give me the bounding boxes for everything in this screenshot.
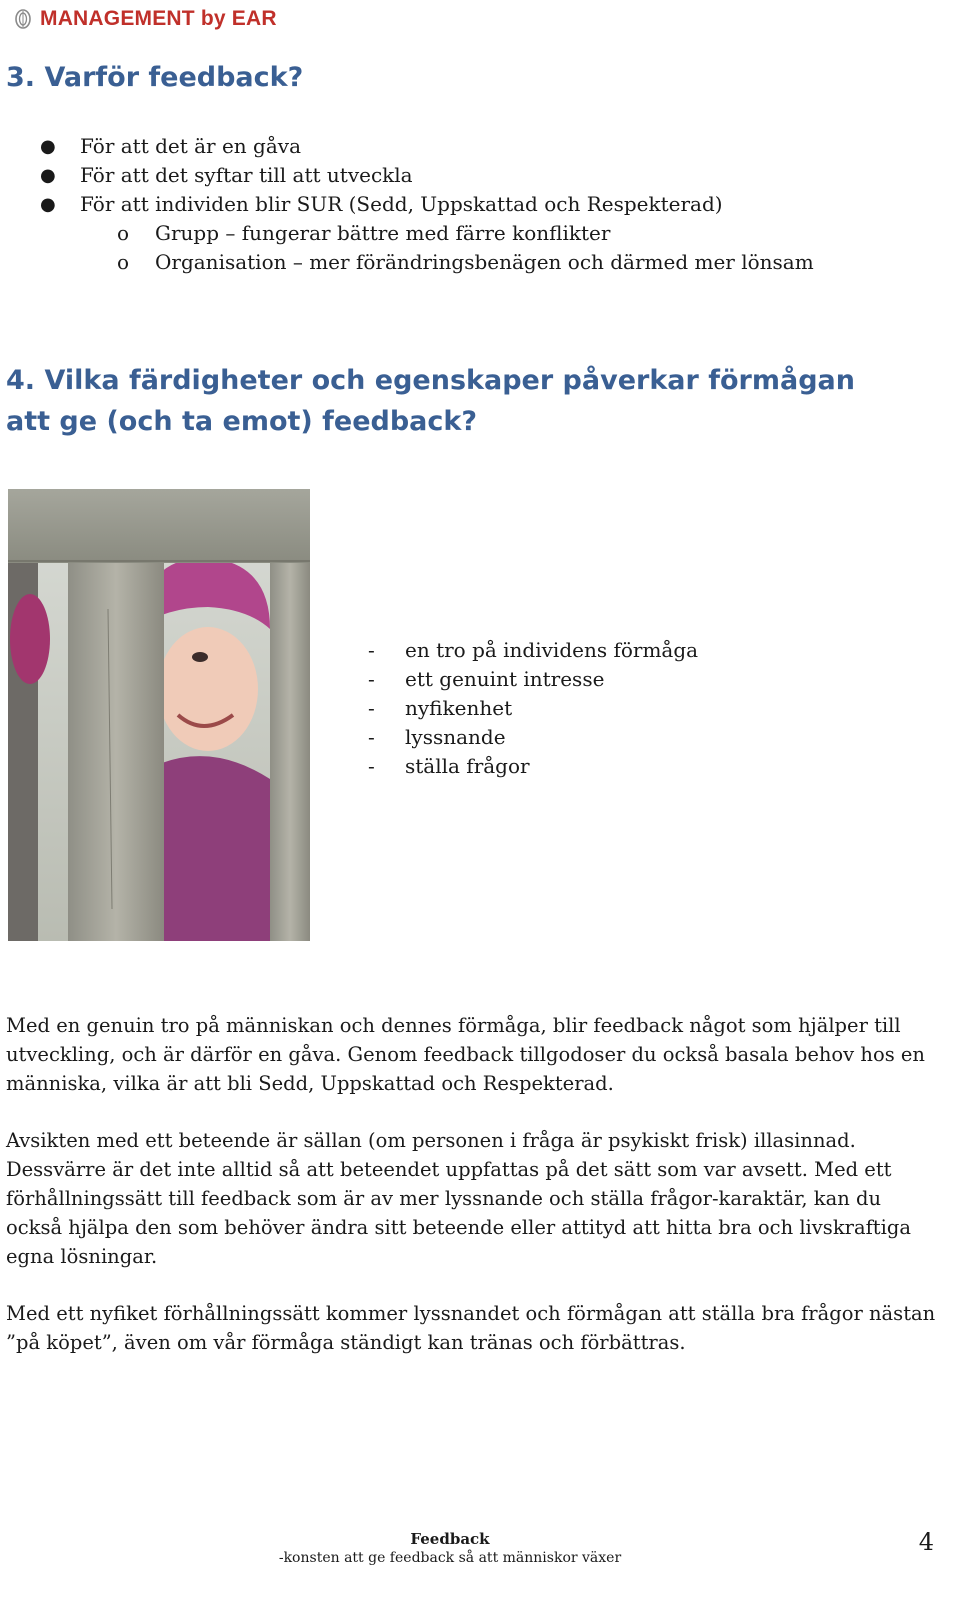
bullet-icon: ● <box>40 194 56 215</box>
section-3-heading: 3. Varför feedback? <box>6 62 304 93</box>
list-item: - ett genuint intresse <box>368 667 605 691</box>
list-item: - ställa frågor <box>368 754 530 778</box>
list-item: ● För att individen blir SUR (Sedd, Uppskattad och Respekterad) <box>0 190 814 219</box>
page-number: 4 <box>918 1528 934 1556</box>
sub-bullet-marker: o <box>117 250 130 274</box>
child-behind-fence-photo <box>8 489 310 941</box>
list-item: - lyssnande <box>368 725 506 749</box>
list-item: - nyfikenhet <box>368 696 513 720</box>
brand-title: MANAGEMENT by EAR <box>40 7 277 30</box>
reasons-list <box>0 132 814 277</box>
body-paragraph: Med en genuin tro på människan och dennes förmåga, blir feedback något som hjälper till utveckling, och är därför en gåva. Genom feedback tillgodoser du också basala behov hos en människa, vilka är att bli Sedd, Uppskattad och Respekterad. <box>6 1014 925 1095</box>
bullet-icon: ● <box>40 165 56 186</box>
sub-bullet-marker: o <box>117 221 130 245</box>
footer-title: Feedback <box>410 1530 490 1548</box>
qualities-list <box>368 636 698 781</box>
sub-list-item: o Grupp – fungerar bättre med färre konflikter <box>0 219 814 248</box>
sub-list-item: o Organisation – mer förändringsbenägen och därmed mer lönsam <box>0 248 814 277</box>
section-4-heading: 4. Vilka färdigheter och egenskaper påverkar förmågan att ge (och ta emot) feedback? <box>6 365 855 437</box>
body-paragraph: Avsikten med ett beteende är sällan (om personen i fråga är psykiskt frisk) illasinnad. Dessvärre är det inte alltid så att beteendet uppfattas på det sätt som var avsett. Med ett förhållningssätt till feedback som är av mer lyssnande och ställa frågor-karaktär, kan du också hjälpa den som behöver ändra sitt beteende eller attityd att hitta bra och livskraftiga egna lösningar. <box>6 1129 911 1268</box>
header <box>14 4 277 34</box>
list-item: ● För att det syftar till att utveckla <box>0 161 814 190</box>
footer-subtitle: -konsten att ge feedback så att människor växer <box>278 1550 622 1566</box>
lotus-logo-icon <box>14 8 32 30</box>
list-item: ● För att det är en gåva <box>0 132 814 161</box>
bullet-icon: ● <box>40 136 56 157</box>
list-item: - en tro på individens förmåga <box>368 638 699 662</box>
body-paragraph: Med ett nyfiket förhållningssätt kommer lyssnandet och förmågan att ställa bra frågor nästan ”på köpet”, även om vår förmåga ständigt kan tränas och förbättras. <box>6 1302 936 1354</box>
